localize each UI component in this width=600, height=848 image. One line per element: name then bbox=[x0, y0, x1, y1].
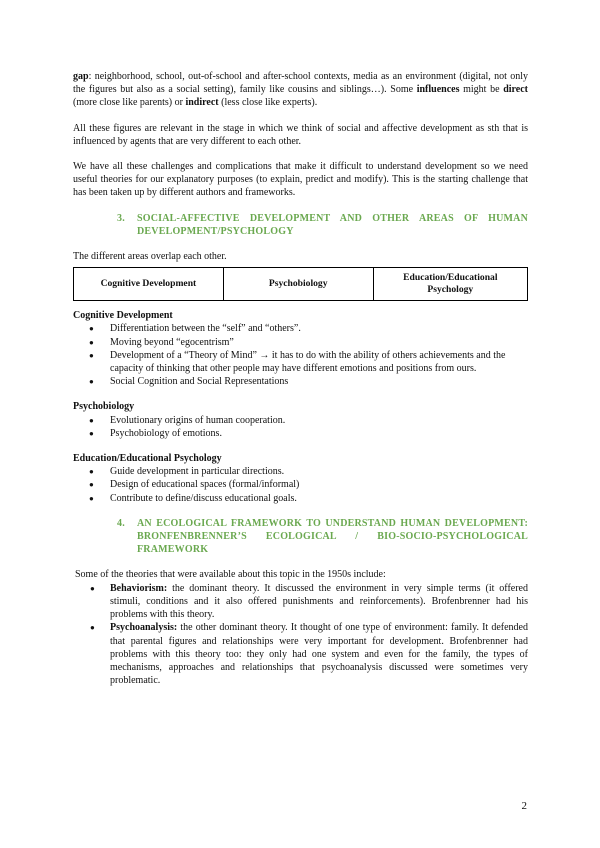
list-item: ● Psychoanalysis: the other dominant theory. It thought of one type of environment: family. It defended that parental figures and relationships were very important for development. Brofenbrenner had problems with this theory too: they only had one system and even for the family, the types of mechanisms, approaches and relationships that psychoanalysis discussed were sometimes very problematic. bbox=[110, 621, 528, 687]
list-item: ● Evolutionary origins of human cooperation. bbox=[110, 414, 528, 427]
theories-intro: Some of the theories that were available about this topic in the 1950s include: bbox=[75, 569, 386, 581]
behaviorism-term: Behaviorism: bbox=[110, 582, 168, 594]
list-item: ● Contribute to define/discuss educational goals. bbox=[110, 492, 528, 505]
intro-paragraph-2: All these figures are relevant in the stage in which we think of social and affective development as sth that is influenced by agents that are very different to each other. bbox=[73, 122, 528, 147]
cognitive-title: Cognitive Development bbox=[73, 310, 173, 322]
table-cell: Psychobiology bbox=[223, 268, 373, 301]
intro-paragraph-1: gap: neighborhood, school, out-of-school and after-school contexts, media as an environment (digital, not only the figures but also as a social setting), family like cousins and siblings…). Some influences might be direct (more close like parents) or indirect (less close like experts). bbox=[73, 71, 528, 109]
section-3-title: SOCIAL-AFFECTIVE DEVELOPMENT AND OTHER AREAS OF HUMAN DEVELOPMENT/PSYCHOLOGY bbox=[137, 212, 528, 237]
list-item: ● Design of educational spaces (formal/informal) bbox=[110, 478, 528, 491]
document-page bbox=[73, 70, 528, 687]
section-4-number: 4. bbox=[117, 517, 125, 529]
list-item: ● Psychobiology of emotions. bbox=[110, 427, 528, 440]
psychobiology-title: Psychobiology bbox=[73, 401, 135, 413]
list-item: ● Development of a “Theory of Mind” → it has to do with the ability of others achievements and the capacity of thinking that other people may have different emotions and positions from ours. bbox=[110, 349, 528, 375]
cognitive-list bbox=[73, 322, 528, 388]
psychobiology-list bbox=[73, 414, 528, 440]
list-item: ● Social Cognition and Social Representations bbox=[110, 375, 528, 388]
table-row bbox=[74, 268, 528, 301]
overlap-text: The different areas overlap each other. bbox=[73, 251, 227, 263]
psychoanalysis-term: Psychoanalysis: bbox=[110, 622, 178, 634]
section-3-number: 3. bbox=[117, 212, 125, 224]
theories-list bbox=[73, 582, 528, 688]
list-item: ● Differentiation between the “self” and “others”. bbox=[110, 322, 528, 335]
section-4-title: AN ECOLOGICAL FRAMEWORK TO UNDERSTAND HUMAN DEVELOPMENT: BRONFENBRENNER’S ECOLOGICAL / BIO-SOCIO-PSYCHOLOGICAL FRAMEWORK bbox=[137, 517, 528, 556]
list-item: ● Behaviorism: the dominant theory. It discussed the environment in very simple terms (it offered stimuli, conditions and it also offered punishments and reinforcements). Brofenbrenner had his problems with this theory. bbox=[110, 582, 528, 622]
intro-paragraph-3: We have all these challenges and complications that make it difficult to understand development so we need useful theories for our explanatory purposes (to explain, predict and modify). This is the starting challenge that has been taken up by different authors and frameworks. bbox=[73, 161, 528, 199]
gap-term: gap bbox=[73, 71, 89, 82]
table-cell: Cognitive Development bbox=[74, 268, 224, 301]
education-list bbox=[73, 465, 528, 505]
section-3-heading bbox=[117, 212, 528, 238]
section-4-heading bbox=[117, 517, 528, 557]
areas-table bbox=[73, 267, 528, 301]
page-number: 2 bbox=[521, 800, 527, 812]
education-title: Education/Educational Psychology bbox=[73, 453, 222, 465]
list-item: ● Moving beyond “egocentrism” bbox=[110, 336, 528, 349]
list-item: ● Guide development in particular directions. bbox=[110, 465, 528, 478]
table-cell: Education/Educational Psychology bbox=[373, 268, 527, 301]
